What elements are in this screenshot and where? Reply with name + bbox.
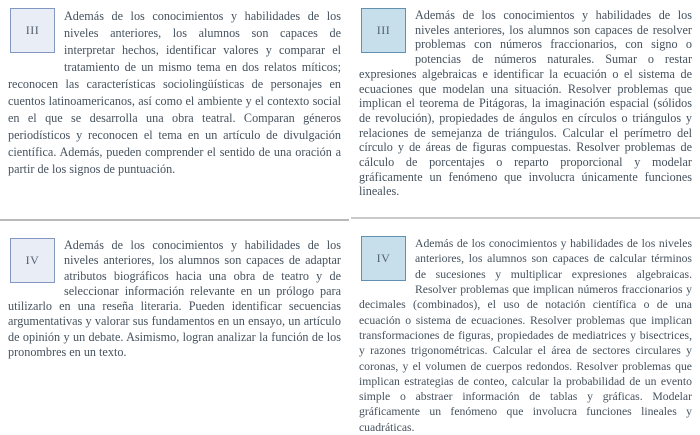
quadrant-top-right [351, 0, 700, 217]
column-right [349, 0, 700, 435]
level-description: Además de los conocimientos y habilidades de los niveles anteriores, los alumnos son capaces de adaptar atributos biográficos hacia una obra de teatro y de seleccionar información relevante en un prólogo para utilizarlo en una reseña literaria. Pueden identificar secuencias argumentativas y valorar sus fundamentos en un ensayo, un artículo de opinión y un debate. Asimismo, logran analizar la función de los pronombres en un texto. [8, 238, 341, 360]
level-description: Además de los conocimientos y habilidades de los niveles anteriores, los alumnos son capaces de calcular términos de sucesiones y multiplicar expresiones algebraicas. Resolver problemas que implican números fraccionarios y decimales (combinados), el uso de notación científica o de una ecuación o sistema de ecuaciones. Resolver problemas que implican transformaciones de figuras, propiedades de mediatrices y bisectrices, y razones trigonométricas. Calcular el área de sectores circulares y coronas, y el volumen de cuerpos redondos. Resolver problemas que implican estrategias de conteo, calcular la probabilidad de un evento simple o abstraer información de tablas y gráficas. Modelar gráficamente un fenómeno que involucra funciones lineales y cuadráticas. [359, 237, 692, 434]
level-description: Además de los conocimientos y habilidades de los niveles anteriores, los alumnos son capaces de interpretar hechos, identificar valores y comparar el tratamiento de un mismo tema en dos relatos míticos; reconocen las características sociolingüísticas de personajes en cuentos latinoamericanos, así como el ambiente y el contexto social en el que se desarrolla una obra teatral. Comparan géneros periodísticos y reconocen el tema en un artículo de divulgación científica. Además, pueden comprender el sentido de una oración a partir de los signos de puntuación. [8, 9, 341, 176]
level-numeral: IV [376, 251, 391, 266]
level-numeral: III [376, 23, 391, 37]
level-badge [361, 8, 406, 53]
quadrant-bottom-left [0, 219, 349, 435]
quadrant-bottom-right [351, 217, 700, 435]
level-badge [361, 236, 406, 281]
column-left [0, 0, 349, 435]
level-badge [10, 238, 55, 283]
level-numeral: III [25, 23, 40, 37]
level-numeral: IV [25, 253, 40, 267]
level-description: Además de los conocimientos y habilidades de los niveles anteriores, los alumnos son capaces de resolver problemas con números fraccionarios, con signo o potencias de números naturales. Sumar o restar expresiones algebraicas e identificar la ecuación o el sistema de ecuaciones que modelan una situación. Resolver problemas que implican el teorema de Pitágoras, la imaginación espacial (sólidos de revolución), propiedades de ángulos en círculos o triángulos y relaciones de semejanza de triángulos. Calcular el perímetro del círculo y de áreas de figuras compuestas. Resolver problemas de cálculo de porcentajes o reparto proporcional y modelar gráficamente un fenómeno que involucra únicamente funciones lineales. [359, 8, 692, 199]
quadrant-top-left [0, 0, 349, 219]
level-badge [10, 8, 55, 53]
